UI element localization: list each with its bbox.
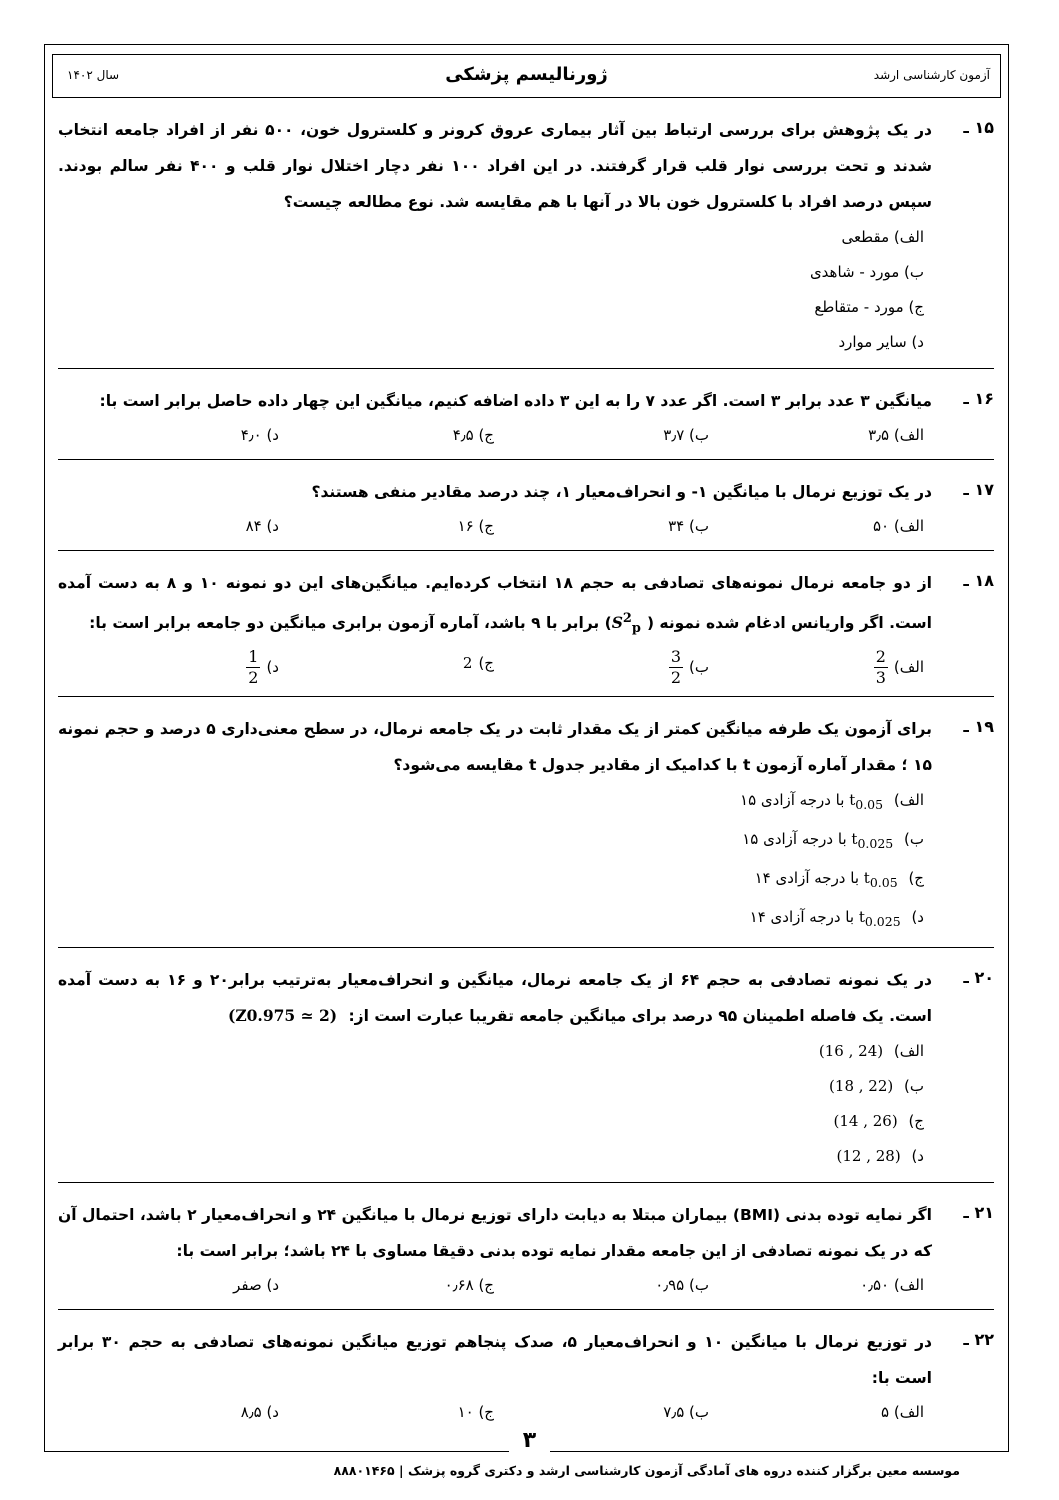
page-number: ۳ (0, 1428, 1059, 1453)
option-c: ج) (14 , 26) (833, 1112, 924, 1131)
options-list (58, 220, 924, 360)
footer-text: موسسه معین برگزار کننده دروه های آمادگی آزمون کارشناسی ارشد و دکتری گروه پزشک | ۸۸۸۰۱۴۶۵ (333, 1463, 960, 1478)
question-text-a: از دو جامعه نرمال نمونه‌های تصادفی به حجم ۱۸ انتخاب کرده‌ایم. میانگین‌های این دو نمونه ۱۰ و ۸ به دست آمده است. اگر واریانس ادغام شده نمونه ( (58, 574, 932, 633)
option-a: الف) ۵۰ (872, 517, 924, 535)
options-list (58, 647, 924, 688)
option-a: الف) $t_{0.05}$ با درجه آزادی ۱۵ (740, 791, 924, 813)
option-d: د) ۴٫۰ (240, 426, 279, 444)
question-17 (58, 474, 994, 551)
question-16 (58, 383, 994, 460)
option-b: ب) $t_{0.025}$ با درجه آزادی ۱۵ (742, 830, 924, 852)
question-text-b: ) برابر با ۹ باشد، آماره آزمون برابری میانگین دو جامعه برابر است با: (89, 614, 612, 633)
option-b: ب) ۰٫۹۵ (655, 1276, 709, 1295)
option-c: ج)2 (462, 654, 494, 673)
question-text: برای آزمون یک طرفه میانگین کمتر از یک مقدار ثابت در یک جامعه نرمال، در سطح معنی‌داری ۵ درصد و حجم نمونه ۱۵ ؛ مقدار آماره آزمون t با کدامیک از مقادیر جدول t مقایسه می‌شود؟ (58, 720, 932, 775)
fraction: $\frac{1}{2}$ (248, 647, 259, 688)
option-c: ج) ۱۰ (457, 1403, 494, 1422)
page-header (52, 54, 1001, 98)
question-19 (58, 711, 994, 948)
question-number: ۱۵ ـ (963, 118, 994, 137)
option-c: ج) مورد - متقاطع (814, 298, 924, 316)
question-15 (58, 112, 994, 369)
option-c: ج) ۰٫۶۸ (444, 1276, 494, 1295)
question-number: ۲۰ ـ (963, 968, 994, 988)
options-list (58, 783, 924, 939)
options-list (58, 1396, 924, 1428)
options-list (58, 510, 924, 542)
option-b: ب) ۳۴ (668, 517, 709, 535)
z-value: (Z0.975 ≃ 2) (227, 1006, 338, 1026)
option-a: الف) مقطعی (841, 228, 924, 246)
option-b: ب) (18 , 22) (829, 1077, 924, 1096)
question-text: اگر نمایه توده بدنی (BMI) بیماران مبتلا به دیابت دارای توزیع نرمال با میانگین ۲۴ و انحراف‌معیار ۲ باشد، احتمال آن که در یک نمونه تصادفی از این جامعه مقدار نمایه توده بدنی دقیقا مساوی با ۲۴ باشد؛ برابر است با: (58, 1206, 932, 1261)
question-text: در یک توزیع نرمال با میانگین ۱- و انحراف‌معیار ۱، چند درصد مقادیر منفی هستند؟ (311, 483, 932, 501)
option-a: الف) $\frac{2}{3}$ (875, 647, 924, 688)
question-number: ۱۶ ـ (963, 389, 994, 408)
options-list (58, 419, 924, 451)
question-number: ۲۲ ـ (963, 1330, 994, 1350)
option-b: ب) $\frac{3}{2}$ (670, 647, 709, 688)
option-d: د) سایر موارد (838, 333, 924, 351)
question-text (58, 565, 932, 647)
question-text: در یک پژوهش برای بررسی ارتباط بین آثار بیماری عروق کرونر و کلسترول خون، ۵۰۰ نفر از افراد جامعه انتخاب شدند و تحت بررسی نوار قلب قرار گرفتند. در این افراد ۱۰۰ نفر دچار اختلال نوار قلب و ۴۰۰ نفر سالم بودند. سپس درصد افراد با کلسترول خون بالا در آنها با هم مقایسه شد. نوع مطالعه چیست؟ (58, 121, 932, 211)
question-20 (58, 962, 994, 1183)
options-list (58, 1034, 924, 1174)
questions-area (58, 112, 994, 1450)
question-22 (58, 1324, 994, 1436)
option-b: ب) ۳٫۷ (663, 426, 709, 444)
option-c: ج) $t_{0.05}$ با درجه آزادی ۱۴ (754, 869, 924, 891)
exam-year: سال ۱۴۰۲ (67, 68, 120, 82)
options-list (58, 1269, 924, 1301)
option-a: الف) ۰٫۵۰ (860, 1276, 924, 1295)
option-d: د) $\frac{1}{2}$ (248, 647, 279, 688)
option-d: د) صفر (233, 1276, 279, 1295)
option-a: الف) ۵ (881, 1403, 924, 1422)
question-number: ۱۷ ـ (963, 480, 994, 499)
subject-title: ژورنالیسم پزشکی (445, 64, 608, 85)
option-d: د) ۸٫۵ (240, 1403, 279, 1422)
option-c: ج) ۴٫۵ (452, 426, 494, 444)
question-text: در یک نمونه تصادفی به حجم ۶۴ از یک جامعه نرمال، میانگین و انحراف‌معیار به‌ترتیب برابر۲۰ و ۱۶ به دست آمده است. یک فاصله اطمینان ۹۵ درصد برای میانگین جامعه تقریبا عبارت است از: (Z0.975 ≃ 2) (58, 971, 932, 1026)
option-d: د) ۸۴ (245, 517, 279, 535)
exam-name: آزمون کارشناسی ارشد (873, 68, 990, 82)
option-a: الف) ۳٫۵ (868, 426, 924, 444)
fraction: $\frac{2}{3}$ (875, 647, 886, 688)
option-b: ب) مورد - شاهدی (809, 263, 924, 281)
option-d: د) $t_{0.025}$ با درجه آزادی ۱۴ (749, 908, 924, 930)
option-c: ج) ۱۶ (457, 517, 494, 535)
fraction: $\frac{3}{2}$ (670, 647, 682, 688)
question-text: میانگین ۳ عدد برابر ۳ است. اگر عدد ۷ را به این ۳ داده اضافه کنیم، میانگین این چهار داده حاصل برابر است با: (99, 392, 932, 410)
question-number: ۱۸ ـ (963, 571, 994, 590)
question-21 (58, 1197, 994, 1310)
pooled-variance-symbol: $S^2_p$ (611, 611, 641, 637)
question-text: در توزیع نرمال با میانگین ۱۰ و انحراف‌معیار ۵، صدک پنجاهم توزیع میانگین نمونه‌های تصادفی به حجم ۳۰ برابر است با: (58, 1333, 932, 1388)
option-d: د) (12 , 28) (836, 1147, 924, 1166)
option-a: الف) (16 , 24) (818, 1042, 924, 1061)
option-b: ب) ۷٫۵ (663, 1403, 709, 1422)
question-18 (58, 565, 994, 697)
question-number: ۱۹ ـ (963, 717, 994, 737)
question-number: ۲۱ ـ (963, 1203, 994, 1223)
